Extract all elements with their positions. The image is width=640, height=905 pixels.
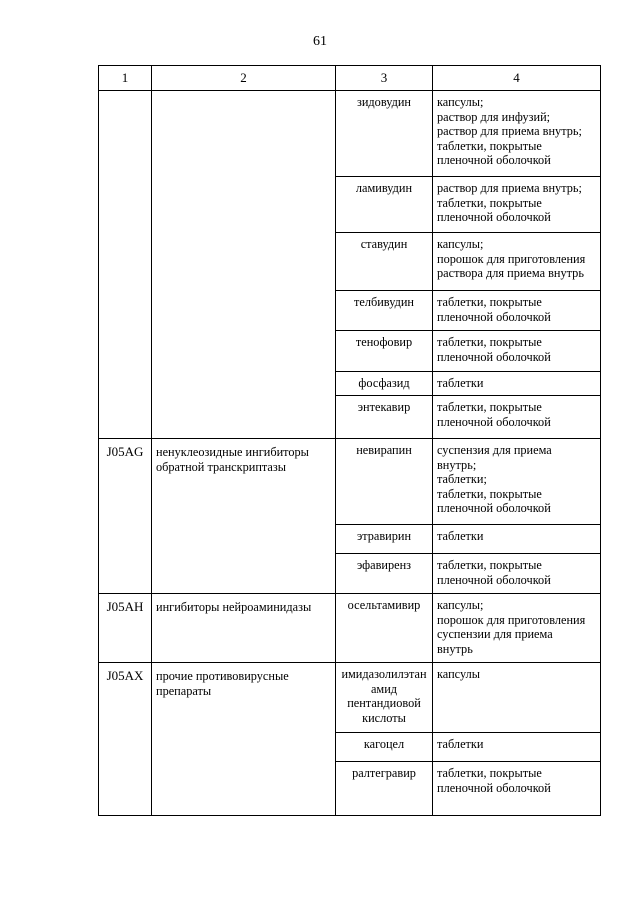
dosage-form-line: пленочной оболочкой (437, 349, 551, 364)
drug-name-cell (336, 733, 433, 762)
dosage-form-line: раствор для инфузий; (437, 109, 551, 124)
dosage-form-line: пленочной оболочкой (437, 780, 551, 795)
drug-name-line: этравирин (356, 529, 412, 543)
group-name-line: обратной транскриптазы (156, 459, 287, 474)
drug-table (98, 65, 601, 816)
dosage-form-line: таблетки, покрытые (437, 335, 542, 349)
dosage-forms-cell (433, 762, 601, 816)
dosage-form-line: раствора для приема внутрь (437, 266, 584, 280)
drug-name-line: пентандиовой (347, 696, 421, 710)
dosage-form-line: внутрь (437, 641, 473, 656)
dosage-form-line: таблетки, покрытые (437, 766, 542, 780)
dosage-form-line: капсулы; (437, 95, 484, 109)
dosage-form-line: пленочной оболочкой (437, 309, 551, 324)
header-col-3: 3 (336, 66, 433, 91)
dosage-forms-cell (433, 331, 601, 372)
table-row (99, 439, 601, 525)
dosage-form-line: раствор для приема внутрь; (437, 124, 582, 138)
drug-name-cell (336, 291, 433, 331)
dosage-form-line: таблетки, покрытые (437, 195, 542, 210)
header-col-1: 1 (99, 66, 152, 91)
dosage-form-line: таблетки, покрытые (437, 558, 542, 572)
dosage-form-line: таблетки, покрытые (437, 486, 542, 501)
atc-code-cell: J05AX (99, 663, 152, 816)
drug-name-cell (336, 372, 433, 396)
dosage-forms-cell (433, 396, 601, 439)
group-name-cell (152, 439, 336, 594)
page-number: 61 (313, 34, 327, 49)
drug-name-line: тенофовир (355, 335, 413, 349)
group-name-line: ненуклеозидные ингибиторы (156, 445, 309, 459)
drug-name-cell (336, 331, 433, 372)
dosage-forms-cell (433, 372, 601, 396)
dosage-forms-cell (433, 663, 601, 733)
drug-name-line: телбивудин (354, 295, 414, 309)
dosage-forms-cell (433, 733, 601, 762)
dosage-form-line: таблетки, покрытые (437, 138, 542, 153)
drug-name-line: кислоты (362, 710, 406, 725)
drug-name-cell (336, 91, 433, 177)
drug-name-line: амид (370, 681, 398, 696)
drug-name-line: энтекавир (357, 400, 411, 414)
dosage-form-line: пленочной оболочкой (437, 414, 551, 429)
drug-name-line: ралтегравир (352, 766, 416, 780)
dosage-forms-cell (433, 594, 601, 663)
dosage-form-line: пленочной оболочкой (437, 210, 551, 224)
dosage-forms-cell (433, 439, 601, 525)
dosage-form-line: капсулы (437, 667, 480, 681)
dosage-form-line: суспензии для приема (437, 627, 553, 641)
dosage-form-line: порошок для приготовления (437, 251, 586, 266)
drug-name-cell (336, 177, 433, 233)
dosage-form-line: пленочной оболочкой (437, 153, 551, 167)
drug-name-line: ставудин (360, 237, 408, 251)
dosage-form-line: пленочной оболочкой (437, 501, 551, 515)
group-name-line: ингибиторы нейроаминидазы (156, 600, 312, 614)
dosage-form-line: таблетки (437, 376, 484, 390)
drug-name-cell (336, 594, 433, 663)
dosage-form-line: таблетки (437, 529, 484, 543)
drug-name-cell (336, 233, 433, 291)
dosage-form-line: таблетки; (437, 472, 487, 486)
header-col-2: 2 (152, 66, 336, 91)
dosage-form-line: суспензия для приема (437, 443, 552, 457)
drug-name-cell (336, 396, 433, 439)
table-body (99, 91, 601, 816)
dosage-forms-cell (433, 233, 601, 291)
drug-name-line: ламивудин (355, 181, 413, 195)
group-name-line: препараты (156, 683, 212, 698)
drug-name-cell (336, 554, 433, 594)
table-row (99, 663, 601, 733)
drug-name-cell (336, 525, 433, 554)
dosage-form-line: внутрь; (437, 457, 477, 472)
dosage-forms-cell (433, 525, 601, 554)
group-name-cell (152, 663, 336, 816)
drug-name-line: имидазолилэтан (341, 667, 427, 681)
dosage-form-line: таблетки (437, 737, 484, 751)
dosage-form-line: раствор для приема внутрь; (437, 181, 582, 195)
drug-name-line: кагоцел (363, 737, 405, 751)
dosage-form-line: таблетки, покрытые (437, 295, 542, 309)
dosage-forms-cell (433, 291, 601, 331)
group-name-cell (152, 594, 336, 663)
dosage-forms-cell (433, 91, 601, 177)
dosage-forms-cell (433, 177, 601, 233)
drug-name-cell (336, 762, 433, 816)
drug-name-cell (336, 663, 433, 733)
dosage-form-line: капсулы; (437, 598, 484, 612)
dosage-form-line: порошок для приготовления (437, 612, 586, 627)
drug-name-line: эфавиренз (356, 558, 412, 572)
header-col-4: 4 (433, 66, 601, 91)
drug-name-line: осельтамивир (347, 598, 421, 612)
group-name-cell (152, 91, 336, 439)
drug-name-cell (336, 439, 433, 525)
atc-code-cell (99, 91, 152, 439)
atc-code-cell: J05AH (99, 594, 152, 663)
header-row (99, 66, 601, 91)
atc-code-cell: J05AG (99, 439, 152, 594)
dosage-forms-cell (433, 554, 601, 594)
drug-name-line: невирапин (356, 443, 412, 457)
table-row (99, 594, 601, 663)
group-name-line: прочие противовирусные (156, 669, 289, 683)
dosage-form-line: таблетки, покрытые (437, 400, 542, 414)
drug-name-line: фосфазид (358, 376, 410, 390)
table-row (99, 91, 601, 177)
drug-name-line: зидовудин (356, 95, 412, 109)
dosage-form-line: капсулы; (437, 237, 484, 251)
dosage-form-line: пленочной оболочкой (437, 572, 551, 587)
